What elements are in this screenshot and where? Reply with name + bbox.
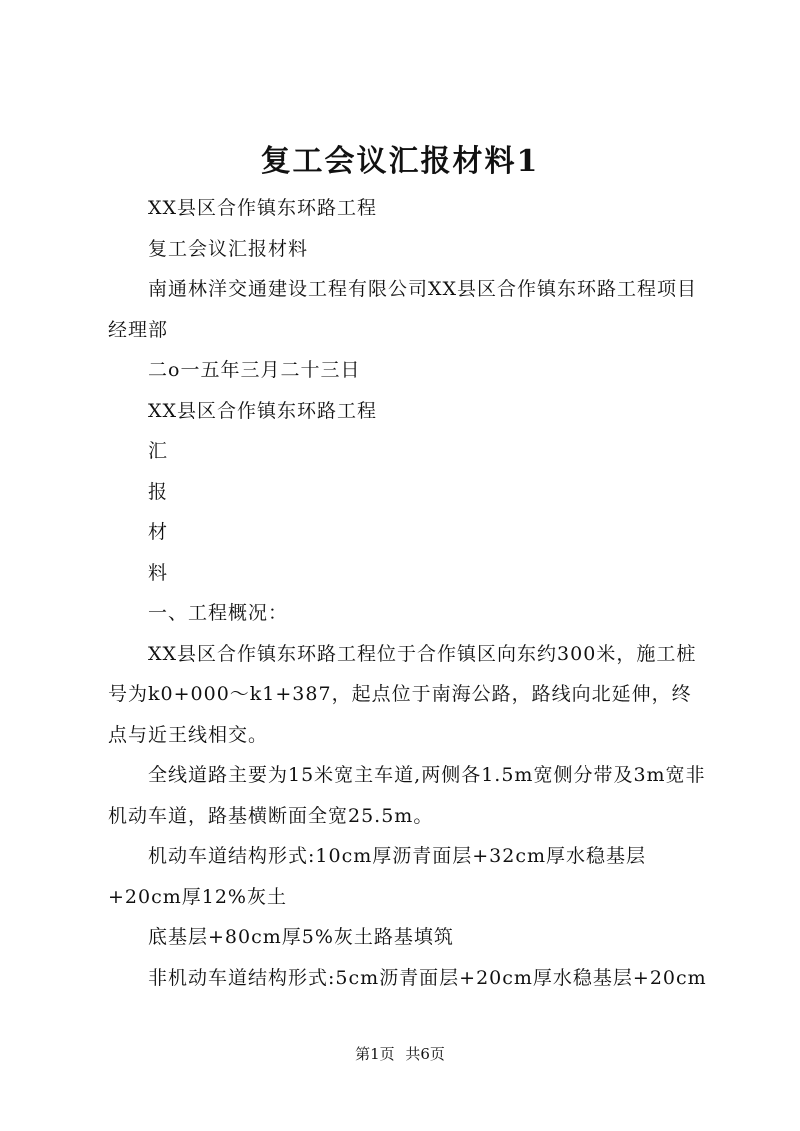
document-title: 复工会议汇报材料1 (260, 144, 540, 179)
paragraph: 料 (148, 561, 169, 584)
paragraph: 南通林洋交通建设工程有限公司XX县区合作镇东环路工程项目经理部 (108, 278, 698, 341)
document-body (108, 188, 708, 998)
paragraph: 汇 (148, 440, 169, 462)
page-total: 共6页 (405, 1045, 445, 1063)
paragraph: XX县区合作镇东环路工程位于合作镇区向东约300米，施工桩号为k0+000～k1+387，起点位于南海公路，路线向北延伸，终点与近王线相交。 (108, 642, 697, 746)
paragraph: 材 (148, 521, 169, 543)
paragraph: XX县区合作镇东环路工程 (148, 399, 378, 422)
paragraph: 复工会议汇报材料 (148, 237, 309, 260)
paragraph: 非机动车道结构形式:5cm沥青面层+20cm厚水稳基层+20cm (148, 966, 707, 989)
paragraph: XX县区合作镇东环路工程 (148, 197, 378, 219)
page-number: 第1页 (355, 1045, 395, 1063)
paragraph: 一、工程概况： (148, 602, 289, 624)
paragraph: 底基层+80cm厚5%灰土路基填筑 (148, 926, 454, 948)
paragraph: 全线道路主要为15米宽主车道,两侧各1.5m宽侧分带及3m宽非机动车道，路基横断面全宽25.5m。 (108, 764, 706, 827)
paragraph: 报 (148, 480, 169, 503)
paragraph: 机动车道结构形式:10cm厚沥青面层+32cm厚水稳基层+20cm厚12%灰土 (108, 845, 646, 908)
paragraph: 二o一五年三月二十三日 (148, 359, 361, 381)
page-footer (0, 1044, 800, 1064)
